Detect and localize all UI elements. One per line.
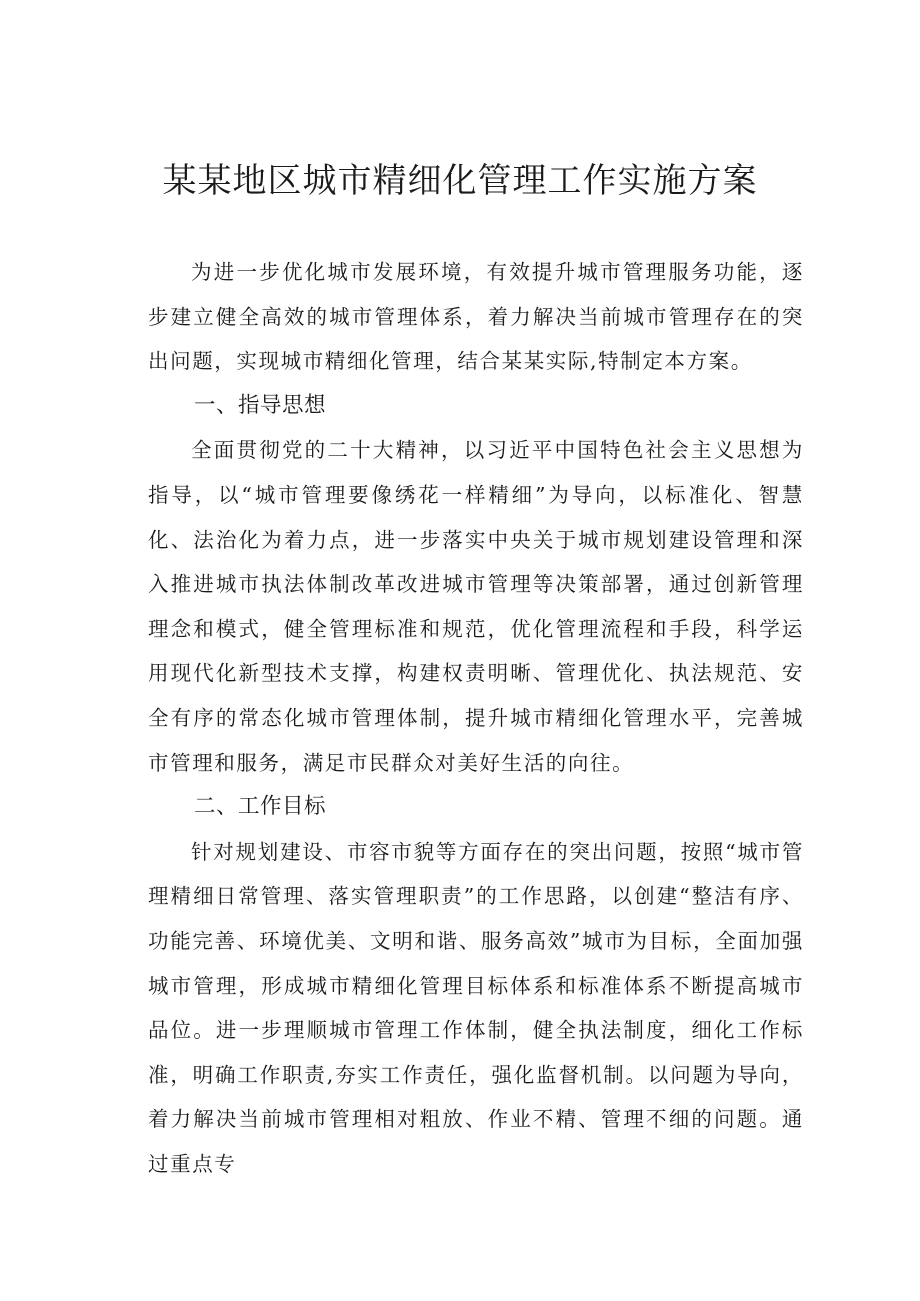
intro-paragraph: 为进一步优化城市发展环境，有效提升城市管理服务功能，逐步建立健全高效的城市管理体系，着力解决当前城市管理存在的突出问题，实现城市精细化管理，结合某某实际,特制定本方案。 — [148, 260, 804, 374]
document-title: 某某地区城市精细化管理工作实施方案 — [162, 161, 758, 201]
section-paragraph-guiding-ideology: 全面贯彻党的二十大精神，以习近平中国特色社会主义思想为指导，以“城市管理要像绣花一样精细”为导向，以标准化、智慧化、法治化为着力点，进一步落实中央关于城市规划建设管理和深入推进城市执法体制改革改进城市管理等决策部署，通过创新管理理念和模式，健全管理标准和规范，优化管理流程和手段，科学运用现代化新型技术支撑，构建权责明晰、管理优化、执法规范、安全有序的常态化城市管理体制，提升城市精细化管理水平，完善城市管理和服务，满足市民群众对美好生活的向往。 — [148, 438, 804, 775]
section-heading-guiding-ideology: 一、指导思想 — [194, 392, 327, 418]
section-heading-work-goals: 二、工作目标 — [194, 794, 327, 820]
document-body — [148, 250, 804, 1186]
section-paragraph-work-goals: 针对规划建设、市容市貌等方面存在的突出问题，按照“城市管理精细日常管理、落实管理职责”的工作思路，以创建“整洁有序、功能完善、环境优美、文明和谐、服务高效”城市为目标，全面加强城市管理，形成城市精细化管理目标体系和标准体系不断提高城市品位。进一步理顺城市管理工作体制，健全执法制度，细化工作标准，明确工作职责,夯实工作责任，强化监督机制。以问题为导向，着力解决当前城市管理相对粗放、作业不精、管理不细的问题。通过重点专 — [148, 839, 804, 1176]
